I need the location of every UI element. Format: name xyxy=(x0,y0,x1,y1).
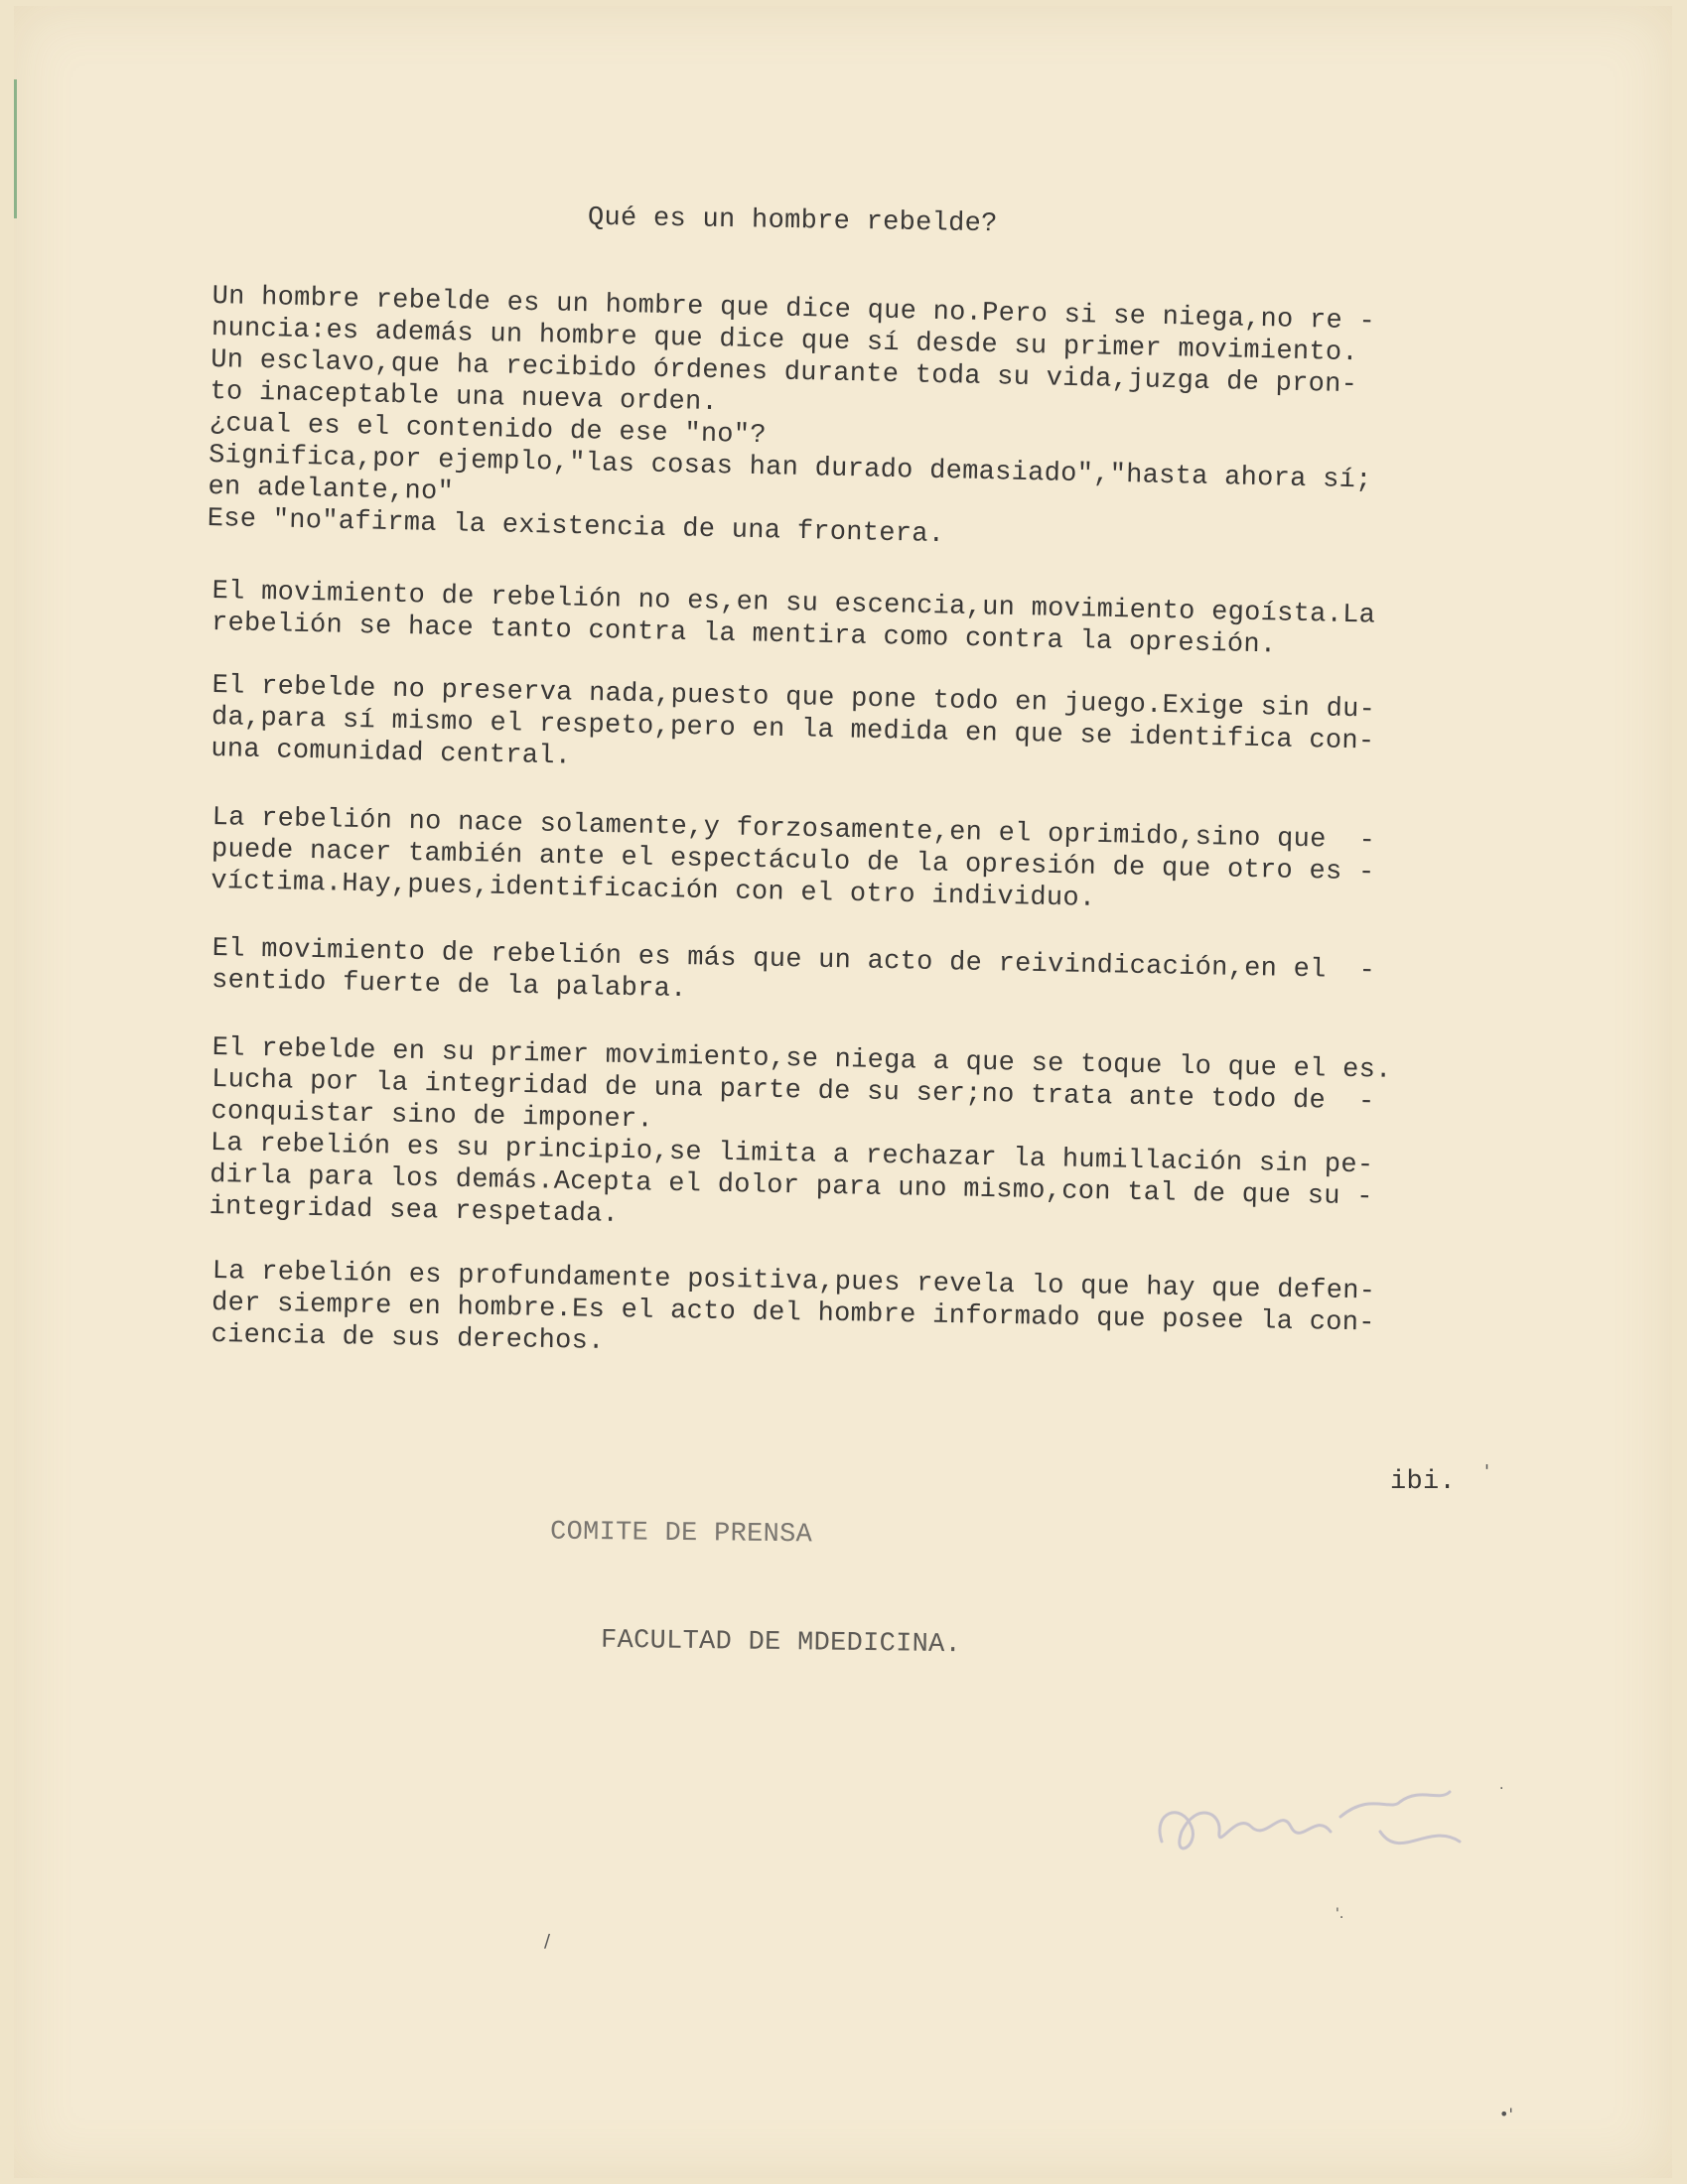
paragraph-6: El rebelde en su primer movimiento,se niega a que se toque lo que el es. Lucha por la integridad de una parte de su ser;no trata ante todo de - conquistar sino de imponer. La rebelión es su principio,se limita a rechazar la humillación sin pe- dirla para los demás.Acepta el dolor para uno mismo,con tal de que su - integridad sea respetada. xyxy=(209,1032,1392,1230)
ink-speck: / xyxy=(544,1931,551,1952)
committee-name: COMITE DE PRENSA xyxy=(549,1517,813,1551)
paper-edge-mark xyxy=(14,79,17,218)
ink-speck: ' xyxy=(1484,1461,1489,1482)
paragraph-4: La rebelión no nace solamente,y forzosamente,en el oprimido,sino que - puede nacer también ante el espectáculo de la opresión de que otro es - víctima.Hay,pues,identificación con el otro individuo. xyxy=(211,802,1376,914)
typist-initials: ibi. xyxy=(1390,1467,1457,1497)
faculty-name: FACULTAD DE MDEDICINA. xyxy=(600,1625,962,1661)
paragraph-2: El movimiento de rebelión no es,en su escencia,un movimiento egoísta.La rebelión se hace tanto contra la mentira como contra la opresión. xyxy=(211,576,1376,661)
faint-signature xyxy=(1142,1772,1479,1881)
paragraph-1: Un hombre rebelde es un hombre que dice que no.Pero si se niega,no re - nuncia:es además un hombre que dice que sí desde su primer movimiento. Un esclavo,que ha recibido órdenes durante toda su vida,juzga de pron- to inaceptable una nueva orden. ¿cual es el contenido de ese "no"? Significa,por ejemplo,"las cosas han durado demasiado","hasta ahora sí; en adelante,no" Ese "no"afirma la existencia de una frontera. xyxy=(207,281,1376,551)
ink-speck: . xyxy=(1499,1777,1504,1793)
ink-speck: '. xyxy=(1336,1906,1344,1922)
paragraph-5: El movimiento de rebelión es más que un acto de reivindicación,en el - sentido fuerte de la palabra. xyxy=(211,933,1376,1006)
ink-speck: •' xyxy=(1499,2105,1513,2123)
document-title: Qué es un hombre rebelde? xyxy=(587,203,998,240)
paragraph-3: El rebelde no preserva nada,puesto que pone todo en juego.Exige sin du- da,para sí mismo el respeto,pero en la medida en que se identifica con- una comunidad central. xyxy=(211,670,1376,772)
paragraph-7: La rebelión es profundamente positiva,pues revela lo que hay que defen- der siempre en hombre.Es el acto del hombre informado que posee la con- ciencia de sus derechos. xyxy=(211,1256,1376,1357)
